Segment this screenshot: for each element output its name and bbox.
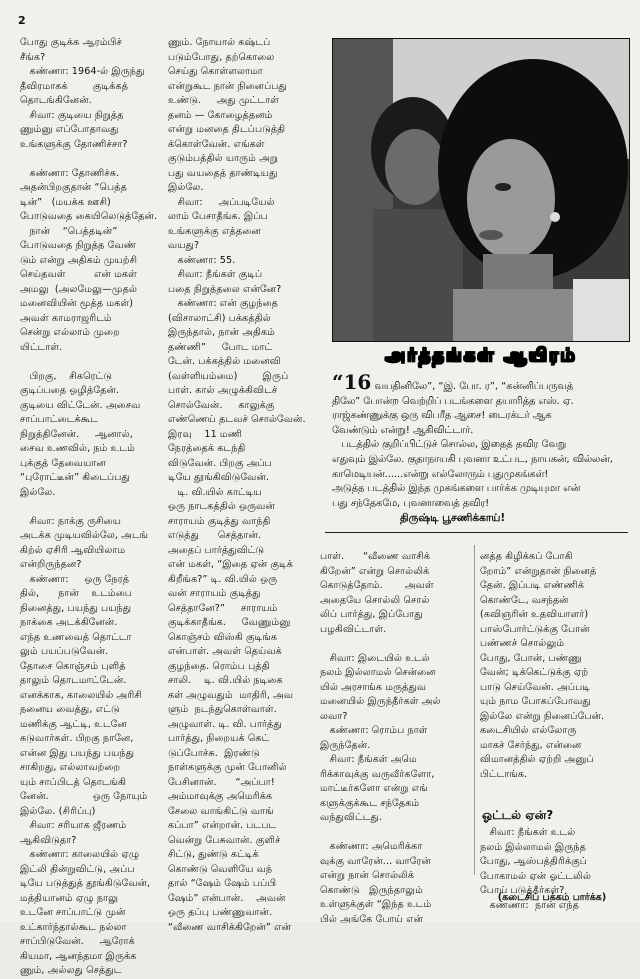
intro-lead-number: “16 bbox=[332, 370, 372, 394]
interview-column-1: போது குடிக்க ஆரம்பிச் சீங்க? கண்ணா: 1964-ல் இருந்து தீவிரமாகக் குடிக்கத் தொடங்கினேன். சிவா: குடியை நிறுத்த ணும்னு எப்போதாவது உங்களுக்கு தோணிச்சா? கண்ணா: தோணிச்சு. அதன்பிறகுதான் “பெத்த டின்” (மயக்க ஊசி) போடுவதை கையிலெடுத்தேன். நான் “பெத்தடின்” போடுவதை நிறுத்த வேண் டும் என்று அதிகம் முயற்சி செய்தவள் என் மகள் அமலு (அலமேலு—முதல் மனைவியின் மூத்த மகள்) அவள் காமராஜரிடம் சென்று எல்லாம் முறை யிட்டாள். பிறகு, சிகரெட்டு குடிப்பதை ஒழித்தேன். குடியை விட்டேன். அசைவ சாப்பாட்டைக்கூட நிறுத்தினேன். ஆனால், சைவ உணவில், நம் உடம் புக்குத் தேவையான “புரோட்டீன்” கிடைப்பது இல்லே. சிவா: நாக்கு ருசியை அடக்க முடியவில்லே, அடங் கிற்ல் ஏசிரி ஆவியிலாம என்றிருந்தன? கண்ணா: ஒரு நேரத் தில், நான் உடம்பை நினைத்து, பயந்து பயந்து நாக்கை அடக்கினேன். எந்த உணவைத் தொட்டா லும் பயப்படுவேன். தோசை கொஞ்சம் புளித் தாலும் தொடமாட்டேன். எனக்காக, காலையில் அரிசி நனைய வைத்து, எட்டு மணிக்கு ஆட்டி, உடனே சுடுவார்கள். பிறகு நானே, என்ன இது பயந்து பயந்து சாகிறது, எல்லாவற்றை யும் சாப்பிடத் தொடங்கி னேன். ஒரு நோயும் இல்லே. (சிரிப்பு) சிவா: சரியாக ஜீரணம் ஆகிவிடுதா? கண்ணா: காலையில் ஏழு இட்லி தின்றுவிட்டு, அப்ப டியே படுத்துத் தூங்கிடுவேன், மத்தியானம் ஏழு நாலு உடனே சாப்பாட்டு முன் உட்கார்ந்தால்கூட நல்லா சாப்பிடுவேன். ஆரோக் கியமா, ஆனந்தமா இருக்க ணும், அல்லது செத்துட bbox=[20, 37, 158, 976]
continued-note: (கடைசிப் பக்கம் பார்க்க) bbox=[497, 892, 607, 903]
section-divider bbox=[325, 532, 628, 533]
section-subheading: ஓட்டல் ஏன்? bbox=[482, 808, 554, 822]
film-still-photo bbox=[332, 38, 630, 342]
film-still-illustration bbox=[333, 39, 629, 341]
interview-column-4: னத்த கிழிக்கப் போகி றோம்” என்றுதான் நினைத் தேன். இப்படி எண்ணிக் கொண்டே, வசந்தன் (கவிஞரின் உதவியாளர்) பாஸ்போர்ட்டுக்கு போன் பண்ணச் சொல்லும் போது, போன், பண்ணு வேன்; டிக்கெட்டுக்கு ஏற் பாடு செய்வேன். அப்படி யும் நாம போகப்போவது இல்லே என்று நினைப்பேன். கடைசியில் எல்லோரு மாகச் சேர்ந்து, என்னை விமானத்தில் ஏற்றி அனுப் பிட்டாங்க. bbox=[480, 551, 605, 780]
interview-column-2: ணும். நோயால் கஷ்டப் படும்போது, தற்கொலை செய்து கொள்ளலாமா என்றுகூட நான் நினைப்பது உண்டு. அது முட்டாள் தனம் — கோழைத்தனம் என்று மனதை திடப்படுத்தி க்கொள்வேன். எங்கள் குடும்பத்தில் யாரும் அறு பது வயதைத் தாண்டியது இல்லே. சிவா: அப்படியேல் லாம் பேசாதீங்க. இப்ப உங்களுக்கு எத்தனை வயது? கண்ணா: 55. சிவா: நீங்கள் குடிப் பதை நிறுத்தலை என்னே? கண்ணா: என் குழந்தை (விசாலாட்சி) பக்கத்தில் இருந்தால், நான் அதிகம் தண்ணி” போட மாட் டேன். பக்கத்தில் மனைவி (வள்ளியம்மை) இருப் பாள். கால் அழுக்கிவிடச் சொல்வேன். காலுக்கு எண்ணெய் தடவச் சொல்வேன். இரவு 11 மணி நேரத்தைக் கடந்தி விடுவேன். பிறகு அப்ப டியே தூங்கிவிடுவேன். டி. வி.யில் காட்டிய ஒரு நாடகத்தில் ஒருவன் சாராயம் குடித்து வாந்தி எடுத்து செத்தான். அதைப் பார்த்துவிட்டு என் மகள், “இதை ஏன் குடிக் கிறீங்க?” டி. வி.யில் ஒரு வன் சாராயம் குடித்து செத்தானே?” சாராயம் குடிக்காதீங்க. வேணும்னு கொஞ்சம் விஸ்கி குடிங்க என்பாள். அவள் தெய்வக் குழந்தை. ரொம்ப புத்தி சாலி. டி. வி.யில் நடிகை கள் அழுவதும் மாதிரி, அவ ளும் நடந்துகொள்வாள். அழுவாள். டி. வி. பார்த்து பார்த்து, நிறையக் கெட் டுப்போச்சு. இரண்டு நாள்களுக்கு முன் போனில் பேசினான். “அப்பா! அம்மாவுக்கு அமெரிக்க சேலை வாங்கிட்டு வாங் கப்பா” என்றான். படபட வென்று பேசுவான். குளிச் சிட்டு, துண்டு கட்டிக் கொண்டு வெளியே வந் தால் “ஷேம் ஷேம் பப்பி ஷேம்” என்பான். அவன் ஒரு தப்பு பண்ணுவான். “வீணை வாசிக்கிறேன்” என் bbox=[168, 37, 306, 933]
intro-body: வயதினிலே”, “இ. போ. ர”, “கன்னிப்பருவத் திலே” போன்ற வெற்றிப் படங்களை தயாரித்த எஸ். ஏ. ராஜ்கண்ணுக்கு ஒரு விபரீத ஆசை! டைரக்டர் ஆக வேண்டும் என்று! ஆகிவிட்டார். படத்தில் குறிப்பிட்டுச் சொல்ல, இதைத் தவிர வேறு எதுவும் இல்லே. குதாநாயகி புவனா உட்பட, நாயகன், வில்லன், காமெடியன்......என்று எல்லோரும் புதுமுகங்கள்! அடுத்த படத்தில் இந்த முகங்களை பார்க்க முடியுமா என் பது சந்தேகமே, புவனாவைத் தவிர! bbox=[332, 381, 613, 509]
interview-column-3: பாள். “வீணை வாசிக் கிறேன்” என்று சொல்லிக் கொடுத்தோம். அவள் அதையே சொல்லி சொல் லிப் பார்த்து, இப்போது பழகிவிட்டாள். சிவா: இடையில் உடல் நலம் இல்லாமல் சென்னை யில் அரசாங்க மருத்துவ மனையில் இருந்தீர்கள் அல் லவா? கண்ணா: ரொம்ப நாள் இருந்தேன். சிவா: நீங்கள் அமெ ரிக்காவுக்கு வருவீர்களோ, மாட்டீர்களோ என்று எங் களுக்குக்கூட சந்தேகம் வந்துவிட்டது. கண்ணா: அமெரிக்கா வுக்கு வாரேன்... வாரேன் என்று நான் சொல்லிக் கொண்டு இருந்தாலும் உள்ளுக்குள் “இந்த உடம் பில் அங்கே போய் என் bbox=[320, 551, 441, 925]
column-divider bbox=[474, 545, 475, 875]
page-number: 2 bbox=[18, 14, 26, 27]
film-title-banner bbox=[336, 342, 626, 370]
film-review-intro bbox=[332, 370, 628, 535]
interview-column-4-continued: சிவா: நீங்கள் உடல் நலம் இல்லாமல் இருந்த போது, ஆஸ்பத்திரிக்குப் போகாமல் ஏன் ஓட்டலில் போய் படுத்தீர்கள்? கண்ணா: நான் எந்த bbox=[480, 827, 592, 911]
review-byline: திருஷ்டி பூசணிக்காய்! bbox=[400, 512, 506, 524]
film-title: அர்த்தங்கள் ஆயிரம் bbox=[385, 344, 577, 366]
